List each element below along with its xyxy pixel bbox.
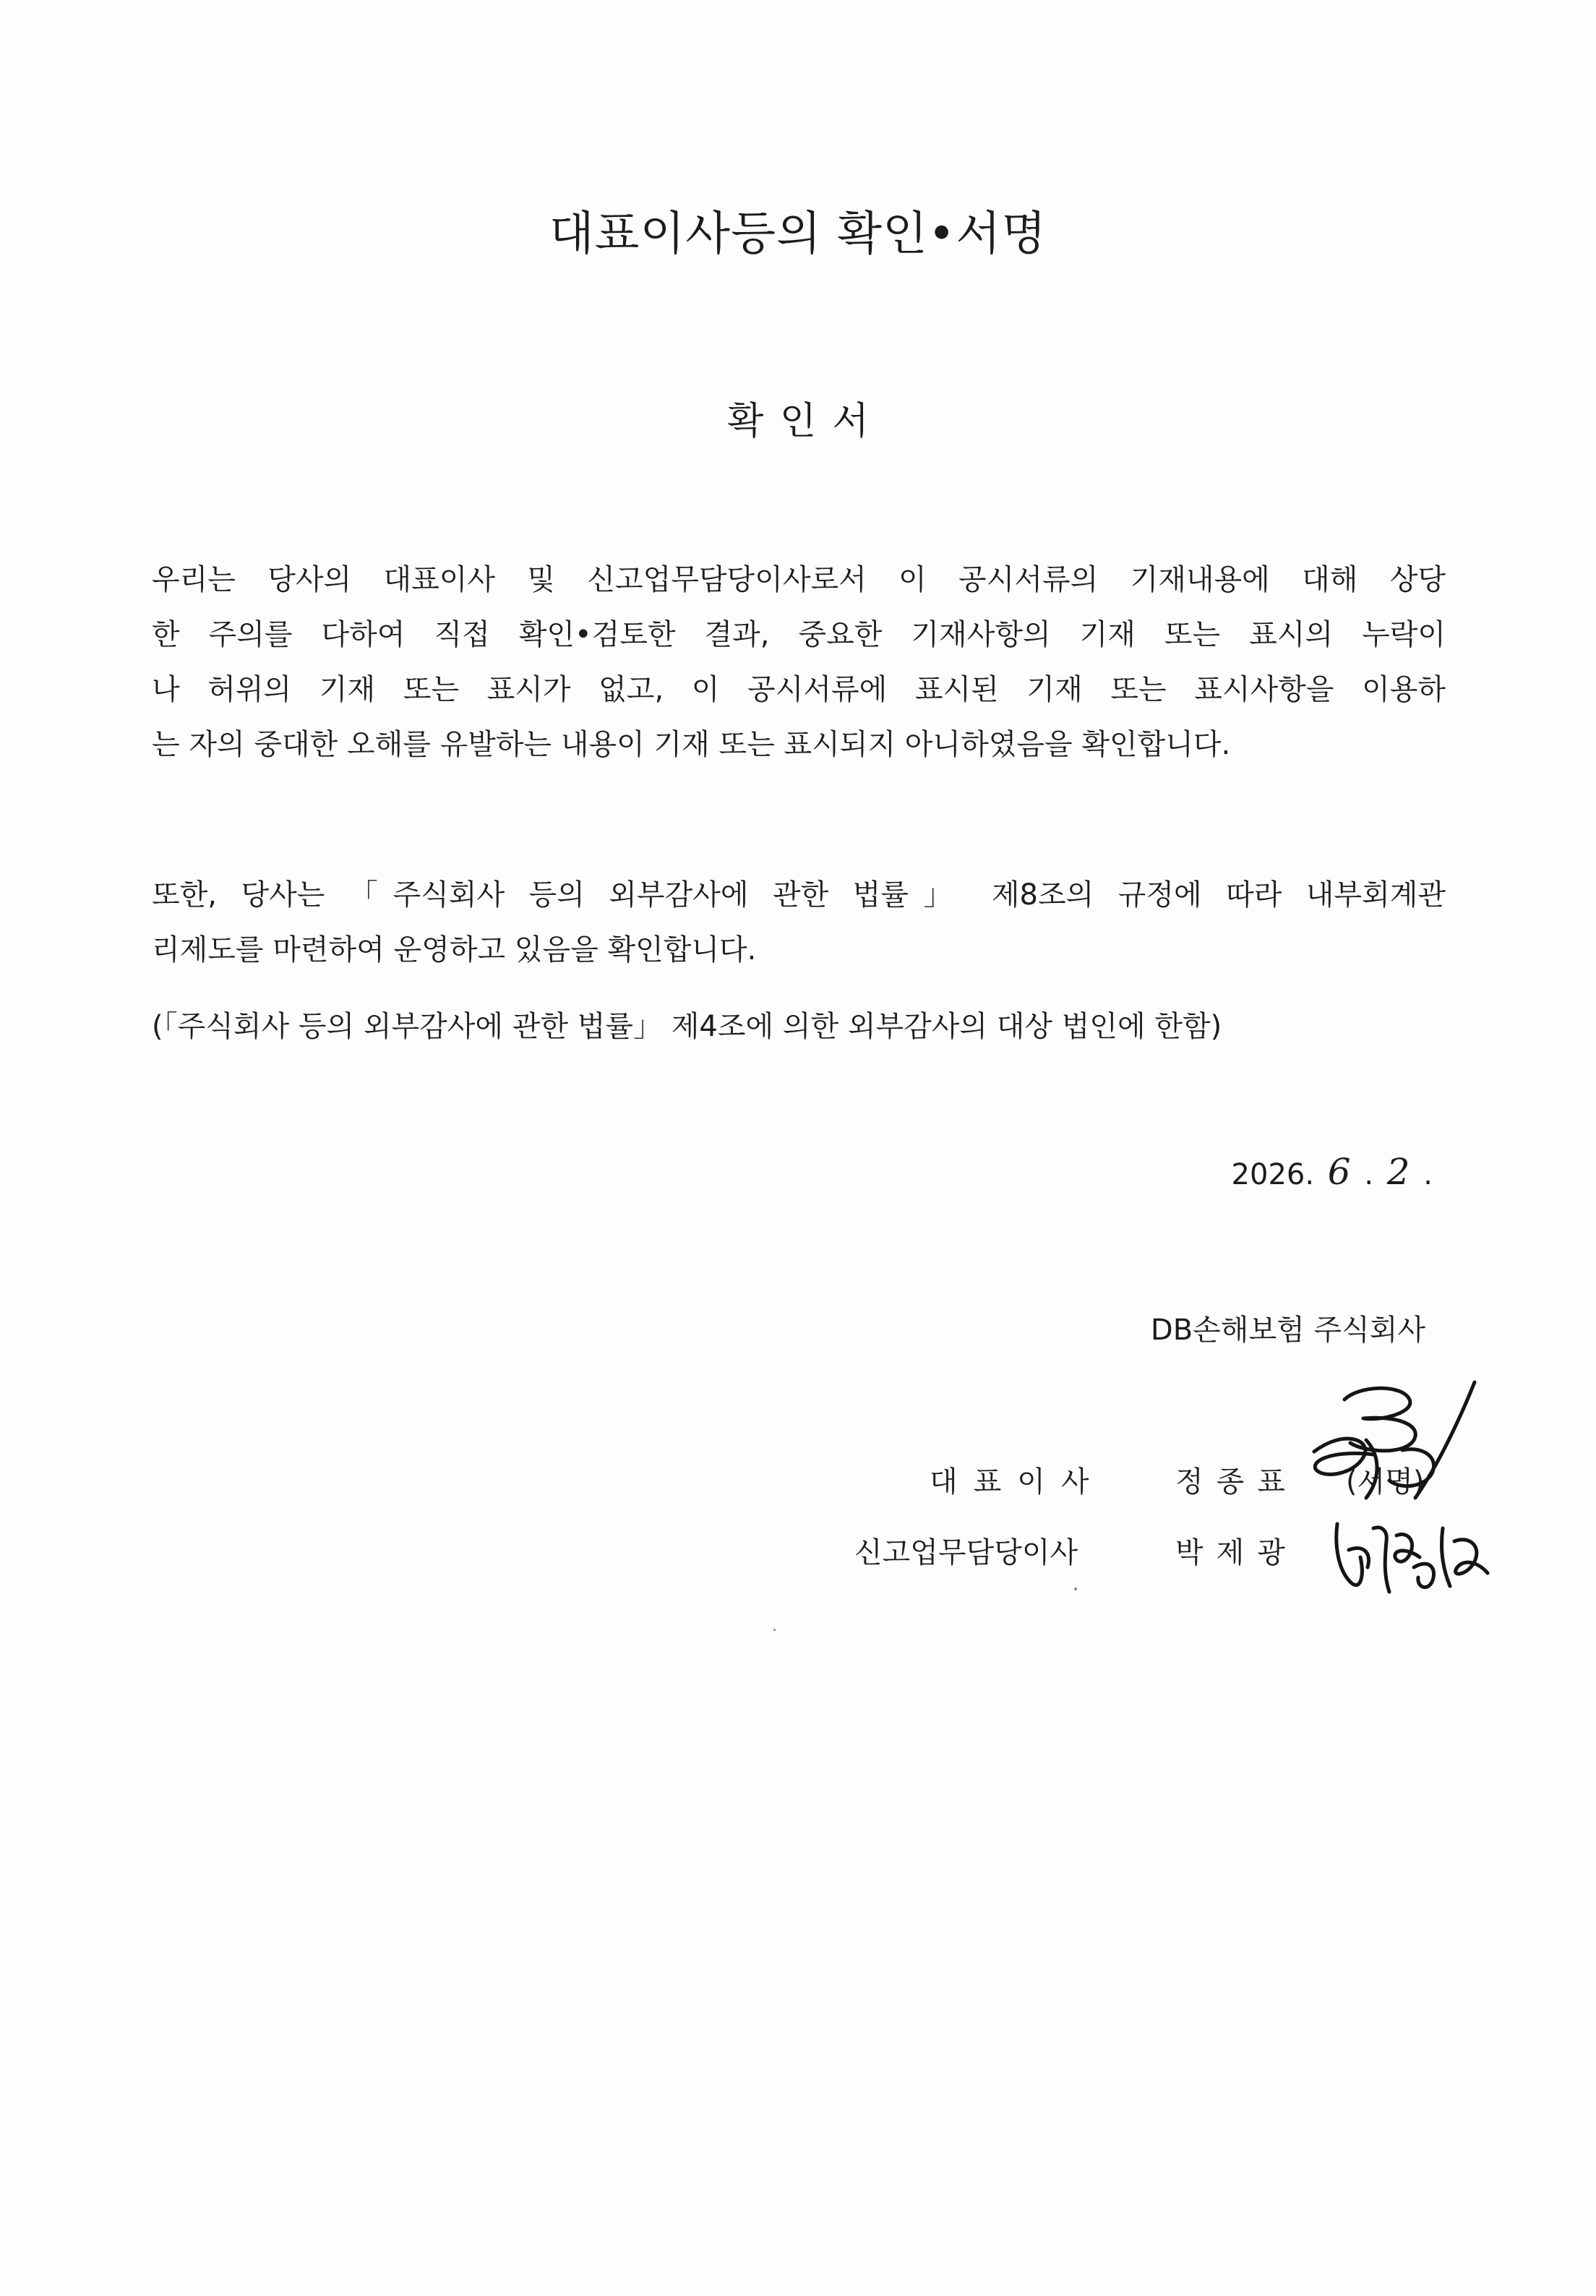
signing-date bbox=[1232, 1151, 1433, 1193]
paragraph-line: 나 허위의 기재 또는 표시가 없고, 이 공시서류에 표시된 기재 또는 표시사항을 이용하 bbox=[152, 673, 1446, 706]
date-end: . bbox=[1423, 1158, 1433, 1191]
company-name: DB손해보험 주식회사 bbox=[1150, 1314, 1425, 1347]
ceo-signature-image bbox=[1294, 1371, 1482, 1515]
date-month-handwritten: 6 bbox=[1327, 1151, 1351, 1193]
disclosure-officer-signature-image bbox=[1327, 1507, 1493, 1601]
paragraph-line: 는 자의 중대한 오해를 유발하는 내용이 기재 또는 표시되지 아니하였음을 확인합니다. bbox=[152, 728, 1231, 761]
paragraph-line: 또한, 당사는 「주식회사 등의 외부감사에 관한 법률」 제8조의 규정에 따라 내부회계관 bbox=[152, 878, 1446, 912]
paragraph-line: 한 주의를 다하여 직접 확인•검토한 결과, 중요한 기재사항의 기재 또는 표시의 누락이 bbox=[152, 618, 1446, 651]
scope-note bbox=[152, 999, 1446, 1054]
paragraph-line: (「주식회사 등의 외부감사에 관한 법률」 제4조에 의한 외부감사의 대상 법인에 한함) bbox=[152, 1010, 1222, 1043]
document-subtitle: 확 인 서 bbox=[727, 400, 869, 443]
date-day-handwritten: 2 bbox=[1386, 1151, 1410, 1193]
date-separator: . bbox=[1364, 1158, 1374, 1191]
paragraph-line: 우리는 당사의 대표이사 및 신고업무담당이사로서 이 공시서류의 기재내용에 대해 상당 bbox=[152, 563, 1446, 596]
signer-name-disclosure-officer: 박제광 bbox=[1175, 1536, 1298, 1569]
paragraph-line: 리제도를 마련하여 운영하고 있음을 확인합니다. bbox=[152, 933, 757, 967]
scan-speck bbox=[773, 1629, 776, 1631]
signer-role-ceo: 대표이사 bbox=[930, 1465, 1105, 1499]
internal-control-paragraph bbox=[152, 868, 1446, 977]
signer-role-disclosure-officer: 신고업무담당이사 bbox=[854, 1536, 1078, 1569]
date-year: 2026. bbox=[1231, 1158, 1315, 1191]
document-title: 대표이사등의 확인•서명 bbox=[549, 207, 1047, 261]
confirmation-paragraph bbox=[152, 552, 1446, 772]
signature-mark-label: (서명) bbox=[1346, 1465, 1425, 1499]
scan-speck bbox=[1074, 1588, 1077, 1590]
signer-name-ceo: 정종표 bbox=[1175, 1465, 1298, 1499]
